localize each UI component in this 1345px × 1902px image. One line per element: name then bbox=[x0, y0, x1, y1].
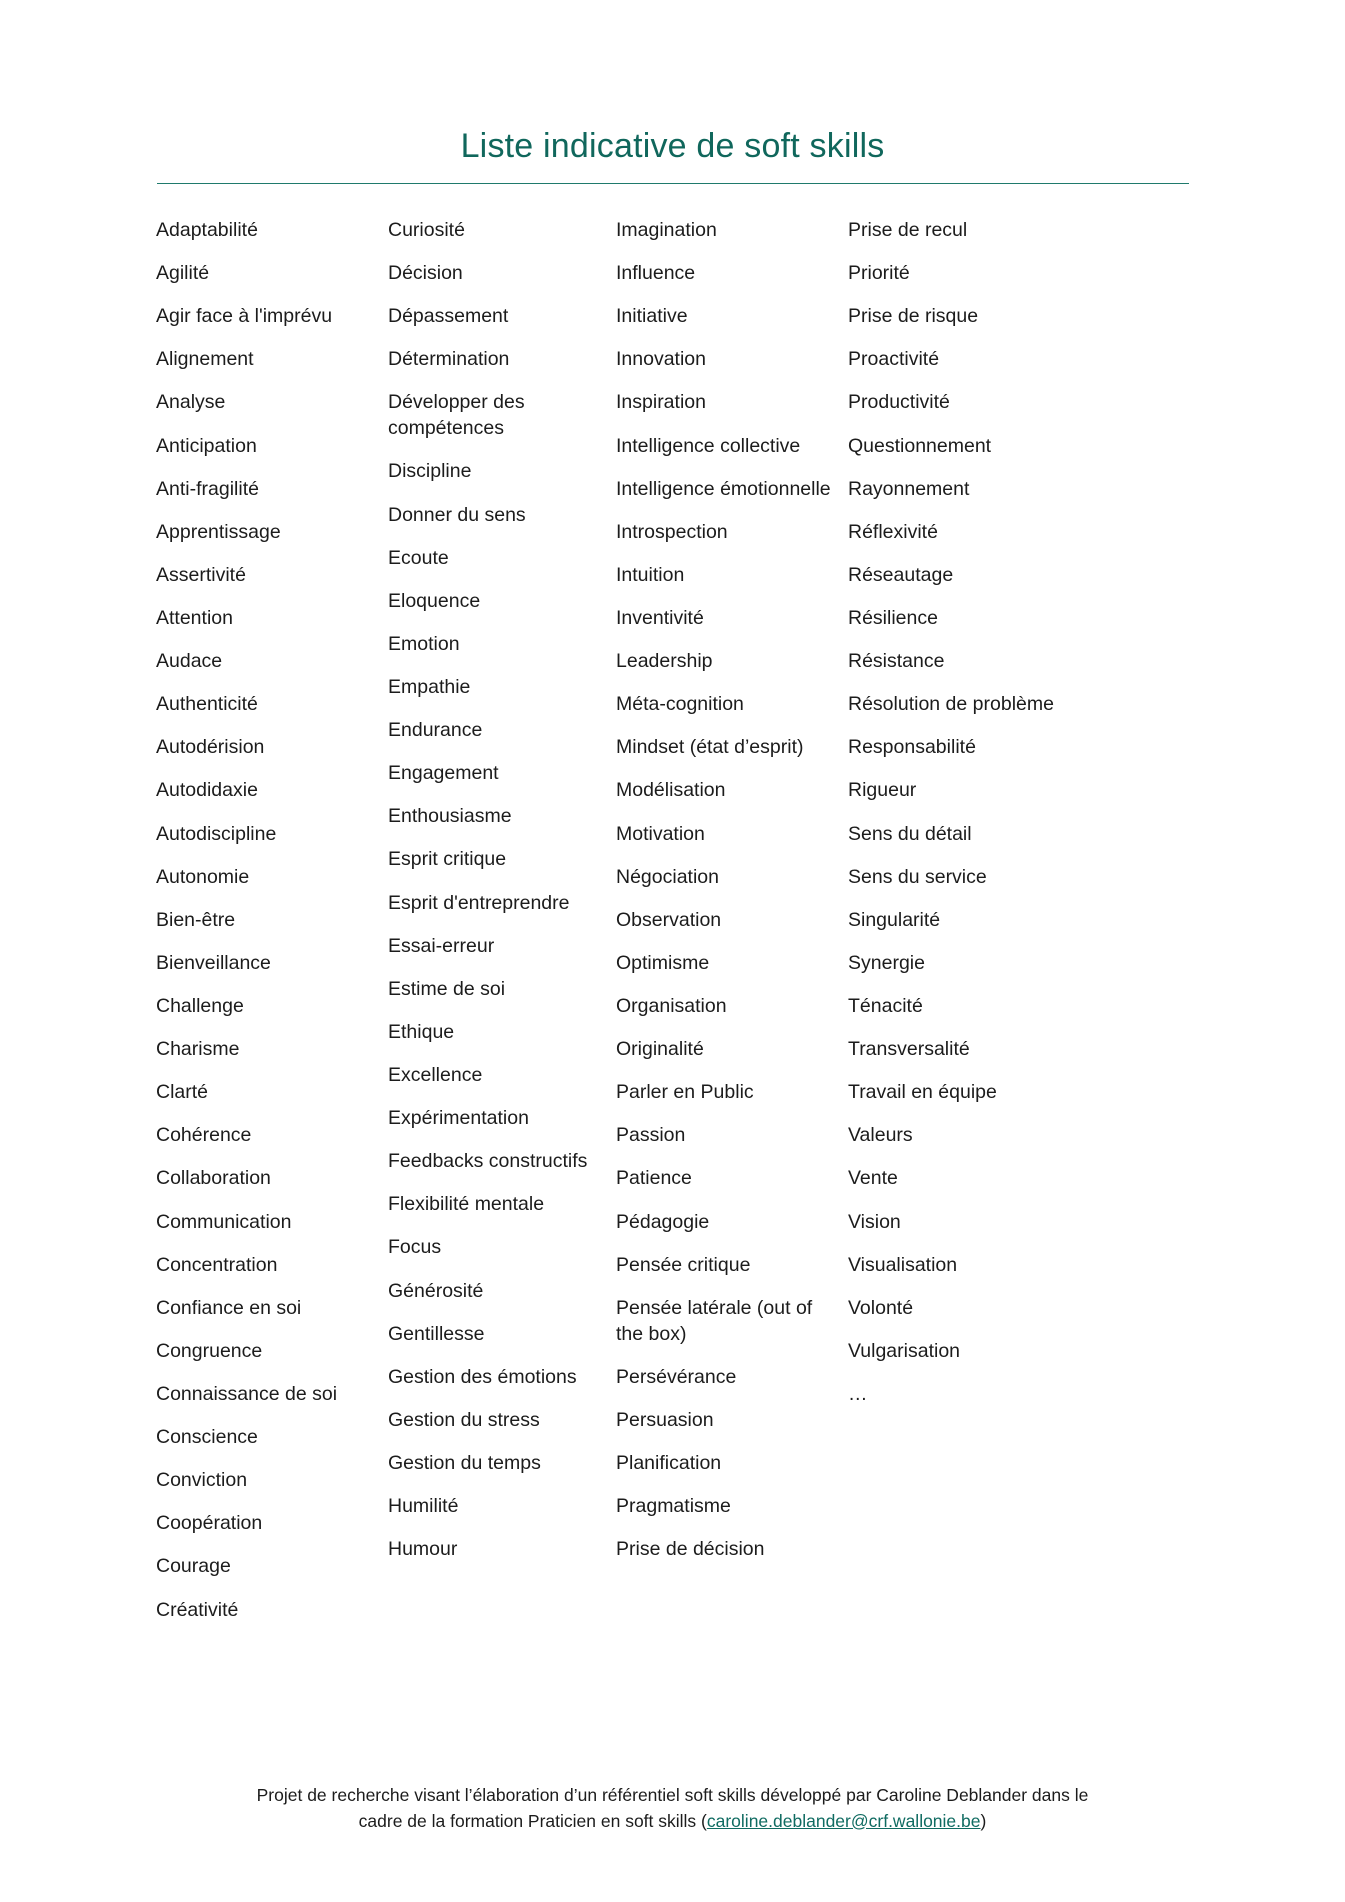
skill-item: Autodérision bbox=[156, 736, 265, 759]
skill-item: Initiative bbox=[616, 305, 688, 328]
skill-item: Optimisme bbox=[616, 951, 710, 974]
skill-item: Eloquence bbox=[388, 589, 481, 612]
skill-item: Focus bbox=[388, 1236, 442, 1259]
skill-item: Pensée critique bbox=[616, 1253, 751, 1276]
skill-item: Inspiration bbox=[616, 391, 706, 414]
footer-line-2-prefix: cadre de la formation Praticien en soft skills ( bbox=[358, 1810, 707, 1831]
skill-item: Ethique bbox=[388, 1020, 455, 1043]
skill-item: Dépassement bbox=[388, 305, 509, 328]
skill-item: Gestion du temps bbox=[388, 1451, 541, 1474]
skill-item: Générosité bbox=[388, 1279, 484, 1302]
skill-item: Autodiscipline bbox=[156, 822, 277, 845]
skill-item: Intuition bbox=[616, 563, 685, 586]
skill-item: Visualisation bbox=[848, 1253, 958, 1276]
skill-item: Leadership bbox=[616, 650, 713, 673]
skill-item: Pensée latérale (out of the box) bbox=[616, 1296, 813, 1345]
skill-item: Réflexivité bbox=[848, 520, 938, 543]
skill-item: Priorité bbox=[848, 262, 910, 285]
skill-item: … bbox=[848, 1382, 868, 1405]
skill-item: Travail en équipe bbox=[848, 1081, 997, 1104]
footer-line-1: Projet de recherche visant l’élaboration d’un référentiel soft skills développé par Caroline Deblander dans le bbox=[256, 1784, 1089, 1805]
skill-item: Gentillesse bbox=[388, 1322, 485, 1345]
skill-item: Parler en Public bbox=[616, 1081, 754, 1104]
skills-column-3 bbox=[616, 218, 848, 1580]
skill-item: Intelligence collective bbox=[616, 434, 801, 457]
title-block bbox=[0, 0, 1345, 184]
skill-item: Passion bbox=[616, 1124, 686, 1147]
skill-item: Enthousiasme bbox=[388, 805, 512, 828]
skill-item: Innovation bbox=[616, 348, 706, 371]
skill-item: Organisation bbox=[616, 994, 727, 1017]
skill-item: Synergie bbox=[848, 951, 925, 974]
skills-column-4 bbox=[848, 218, 1068, 1425]
skill-item: Endurance bbox=[388, 719, 483, 742]
skill-item: Négociation bbox=[616, 865, 719, 888]
skill-item: Décision bbox=[388, 262, 463, 285]
skill-item: Courage bbox=[156, 1555, 231, 1578]
skill-item: Méta-cognition bbox=[616, 693, 744, 716]
page-title: Liste indicative de soft skills bbox=[460, 127, 885, 165]
skill-item: Questionnement bbox=[848, 434, 992, 457]
skill-item: Productivité bbox=[848, 391, 950, 414]
skill-item: Collaboration bbox=[156, 1167, 271, 1190]
skill-item: Flexibilité mentale bbox=[388, 1193, 545, 1216]
skill-item: Créativité bbox=[156, 1598, 239, 1621]
skill-item: Responsabilité bbox=[848, 736, 976, 759]
skill-item: Ecoute bbox=[388, 546, 449, 569]
skill-item: Observation bbox=[616, 908, 722, 931]
skill-item: Analyse bbox=[156, 391, 226, 414]
skill-item: Anticipation bbox=[156, 434, 257, 457]
skill-item: Rayonnement bbox=[848, 477, 970, 500]
skill-item: Humour bbox=[388, 1538, 458, 1561]
skill-item: Alignement bbox=[156, 348, 254, 371]
skill-item: Emotion bbox=[388, 632, 460, 655]
skill-item: Originalité bbox=[616, 1038, 704, 1061]
skills-column-1 bbox=[156, 218, 388, 1641]
skill-item: Mindset (état d’esprit) bbox=[616, 736, 804, 759]
skill-item: Persuasion bbox=[616, 1408, 714, 1431]
skill-item: Clarté bbox=[156, 1081, 209, 1104]
skill-item: Audace bbox=[156, 650, 223, 673]
skill-item: Résilience bbox=[848, 606, 938, 629]
skill-item: Congruence bbox=[156, 1339, 263, 1362]
skill-item: Bien-être bbox=[156, 908, 236, 931]
skill-item: Gestion des émotions bbox=[388, 1365, 577, 1388]
skill-item: Charisme bbox=[156, 1038, 240, 1061]
skill-item: Apprentissage bbox=[156, 520, 281, 543]
skill-item: Modélisation bbox=[616, 779, 726, 802]
skill-item: Excellence bbox=[388, 1064, 483, 1086]
contact-email-link[interactable]: caroline.deblander@crf.wallonie.be bbox=[706, 1810, 981, 1831]
skill-item: Autonomie bbox=[156, 865, 250, 888]
skill-item: Introspection bbox=[616, 520, 728, 543]
skill-item: Proactivité bbox=[848, 348, 940, 371]
skill-item: Curiosité bbox=[388, 219, 465, 241]
skill-item: Conviction bbox=[156, 1469, 248, 1492]
skill-item: Patience bbox=[616, 1167, 692, 1190]
skill-item: Connaissance de soi bbox=[156, 1382, 338, 1405]
skills-columns bbox=[156, 218, 1216, 1641]
skill-item: Intelligence émotionnelle bbox=[616, 477, 831, 500]
skill-item: Esprit d'entreprendre bbox=[388, 891, 570, 914]
skill-item: Inventivité bbox=[616, 606, 704, 629]
skill-item: Humilité bbox=[388, 1495, 459, 1518]
footer-note bbox=[0, 1782, 1345, 1835]
skill-item: Feedbacks constructifs bbox=[388, 1150, 588, 1173]
skill-item: Planification bbox=[616, 1451, 722, 1474]
skill-item: Rigueur bbox=[848, 779, 917, 802]
skill-item: Motivation bbox=[616, 822, 705, 845]
skill-item: Discipline bbox=[388, 460, 472, 483]
skill-item: Imagination bbox=[616, 219, 717, 241]
skill-item: Pragmatisme bbox=[616, 1495, 731, 1518]
skill-item: Sens du détail bbox=[848, 822, 972, 845]
skills-column-2 bbox=[388, 218, 616, 1580]
skill-item: Prise de recul bbox=[848, 219, 968, 241]
skill-item: Ténacité bbox=[848, 994, 923, 1017]
skill-item: Conscience bbox=[156, 1426, 258, 1449]
skill-item: Essai-erreur bbox=[388, 934, 495, 957]
skill-item: Challenge bbox=[156, 994, 244, 1017]
skill-item: Confiance en soi bbox=[156, 1296, 302, 1319]
skill-item: Détermination bbox=[388, 348, 510, 371]
skill-item: Sens du service bbox=[848, 865, 987, 888]
skill-item: Volonté bbox=[848, 1296, 914, 1319]
skill-item: Agilité bbox=[156, 262, 210, 285]
skill-item: Cohérence bbox=[156, 1124, 252, 1147]
skill-item: Adaptabilité bbox=[156, 219, 258, 241]
skill-item: Agir face à l'imprévu bbox=[156, 305, 333, 328]
skill-item: Coopération bbox=[156, 1512, 263, 1535]
skill-item: Estime de soi bbox=[388, 977, 506, 1000]
skill-item: Communication bbox=[156, 1210, 292, 1233]
skill-item: Réseautage bbox=[848, 563, 954, 586]
skill-item: Gestion du stress bbox=[388, 1408, 540, 1431]
skill-item: Assertivité bbox=[156, 563, 246, 586]
skill-item: Empathie bbox=[388, 676, 471, 699]
skill-item: Résistance bbox=[848, 650, 945, 673]
skill-item: Vulgarisation bbox=[848, 1339, 961, 1362]
skill-item: Bienveillance bbox=[156, 951, 271, 974]
skill-item: Engagement bbox=[388, 762, 499, 785]
skill-item: Pédagogie bbox=[616, 1210, 710, 1233]
skill-item: Développer des compétences bbox=[388, 391, 525, 440]
skill-item: Prise de risque bbox=[848, 305, 979, 328]
skill-item: Influence bbox=[616, 262, 696, 285]
skill-item: Résolution de problème bbox=[848, 693, 1054, 716]
skill-item: Vente bbox=[848, 1167, 898, 1190]
skill-item: Singularité bbox=[848, 908, 941, 931]
skill-item: Vision bbox=[848, 1210, 901, 1233]
footer-line-2-suffix: ) bbox=[980, 1810, 987, 1831]
skill-item: Autodidaxie bbox=[156, 779, 258, 802]
skill-item: Valeurs bbox=[848, 1124, 913, 1147]
skill-item: Concentration bbox=[156, 1253, 278, 1276]
title-divider bbox=[157, 183, 1189, 184]
skill-item: Attention bbox=[156, 606, 233, 629]
skill-item: Expérimentation bbox=[388, 1107, 529, 1130]
skill-item: Donner du sens bbox=[388, 503, 526, 526]
skill-item: Authenticité bbox=[156, 693, 258, 716]
skill-item: Persévérance bbox=[616, 1365, 737, 1388]
skill-item: Transversalité bbox=[848, 1038, 970, 1061]
skill-item: Esprit critique bbox=[388, 848, 507, 871]
skill-item: Anti-fragilité bbox=[156, 477, 259, 500]
skill-item: Prise de décision bbox=[616, 1538, 765, 1561]
footer-line-2 bbox=[0, 1808, 1345, 1834]
